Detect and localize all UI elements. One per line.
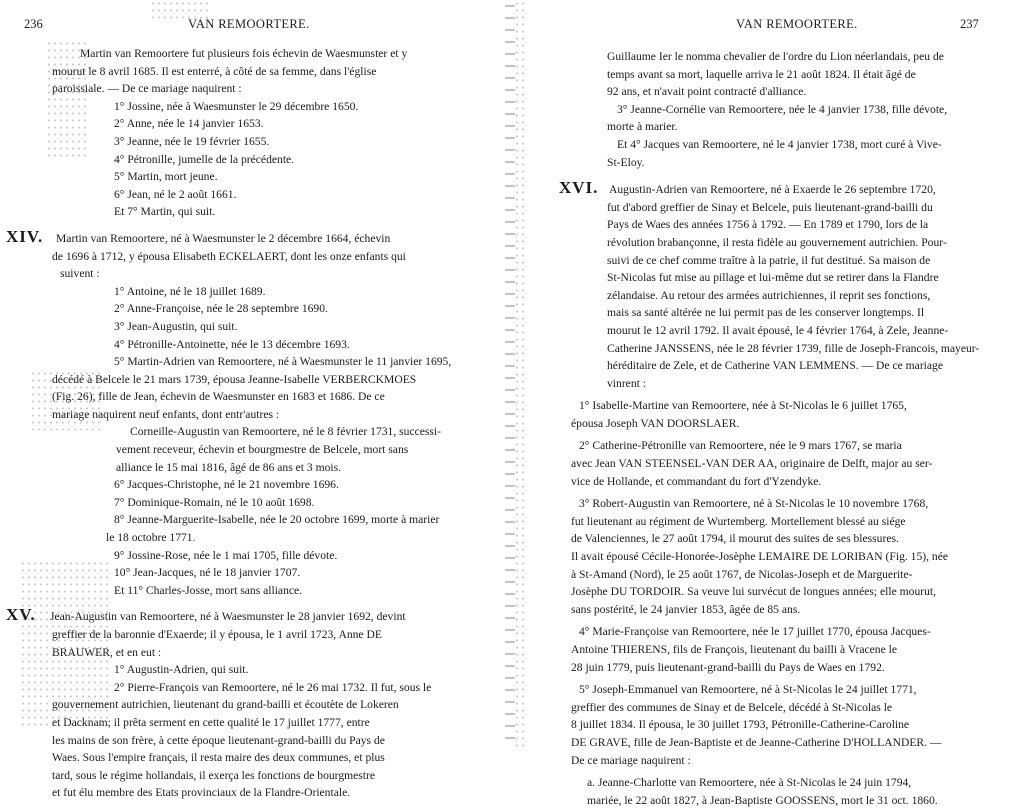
text-line: Josèphe DU TORDOIR. Sa veuve lui survécut de longues années; elle mourut, [571, 585, 937, 599]
scan-noise [30, 370, 100, 430]
child-entry: 5° Martin, mort jeune. [114, 170, 218, 184]
right-running-header: VAN REMOORTERE. [736, 17, 858, 31]
generation-numeral: XVI. [559, 178, 599, 198]
text-line: Antoine THIERENS, fils de François, lieutenant du bailli à Vracene le [571, 643, 897, 656]
text-line: paroissiale. — De ce mariage naquirent : [52, 82, 242, 96]
text-line: les mains de son frère, à cette époque lieutenant-grand-bailli du Pays de [52, 733, 385, 747]
text-line: Waes. Sous l'empire français, il resta maire des deux communes, et plus [52, 751, 385, 765]
text-line: mariée, le 22 août 1827, à Jean-Baptiste GOOSSENS, mort le 31 oct. 1860. [587, 793, 938, 807]
child-entry: 4° Pétronille, jumelle de la précédente. [114, 152, 295, 166]
child-entry: 1° Antoine, né le 18 juillet 1689. [114, 284, 266, 298]
text-line: De ce mariage naquirent : [571, 753, 691, 767]
child-entry: 6° Jean, né le 2 août 1661. [114, 187, 237, 201]
child-entry: 5° Martin-Adrien van Remoortere, né à Waesmunster le 11 janvier 1695, [114, 355, 452, 369]
text-line: épousa Joseph VAN DOORSLAER. [571, 416, 740, 430]
text-line: BRAUWER, et en eut : [52, 645, 162, 659]
text-line: 8 juillet 1834. Il épousa, le 30 juillet 1793, Pétronille-Catherine-Caroline [571, 718, 910, 732]
text-line: fut lieutenant au régiment de Wurtemberg. Mortellement blessé au siége [571, 514, 906, 528]
scan-noise [20, 560, 110, 730]
text-line: vinrent : [607, 376, 646, 390]
child-entry: 6° Jacques-Christophe, né le 21 novembre 1696. [114, 478, 339, 492]
text-line: Guillaume Ier le nomma chevalier de l'ordre du Lion néerlandais, peu de [607, 50, 944, 63]
child-entry: 8° Jeanne-Marguerite-Isabelle, née le 20 octobre 1699, morte à marier [114, 513, 440, 527]
child-entry: Et 7° Martin, qui suit. [114, 205, 216, 219]
text-line: St-Eloy. [607, 155, 645, 169]
text-line: décédé à Belcele le 21 mars 1739, épousa Jeanne-Isabelle VERBERCKMOES [52, 372, 417, 386]
text-line: Corneille-Augustin van Remoortere, né le 8 février 1731, successi- [130, 425, 442, 439]
right-page-number: 237 [960, 17, 979, 31]
right-page [514, 0, 1024, 807]
text-line: fut d'abord greffier de Sinay et Belcele, puis lieutenant-grand-bailli du [607, 200, 933, 214]
text-line: alliance le 15 mai 1816, âgé de 86 ans et 3 mois. [116, 460, 342, 474]
child-entry: a. Jeanne-Charlotte van Remoortere, née à St-Nicolas le 24 juin 1794, [587, 776, 912, 790]
text-line: sans postérité, le 24 janvier 1853, âgée de 85 ans. [571, 602, 801, 616]
child-entry: 2° Catherine-Pétronille van Remoortere, née le 9 mars 1767, se maria [579, 439, 902, 453]
child-entry: 7° Dominique-Romain, né le 10 août 1698. [114, 495, 315, 509]
scan-noise [514, 0, 528, 747]
text-line: vement receveur, échevin et bourgmestre de Belcele, mort sans [116, 443, 409, 457]
text-line: greffier des communes de Sinay et de Belcele, décédé à St-Nicolas le [571, 700, 893, 714]
child-entry: 3° Jean-Augustin, qui suit. [114, 319, 238, 333]
child-entry: 3° Jeanne, née le 19 février 1655. [114, 134, 270, 148]
text-line: révolution brabançonne, il resta fidèle au gouvernement autrichien. Pour- [607, 235, 947, 249]
child-entry: 2° Anne, née le 14 janvier 1653. [114, 117, 264, 131]
text-line: mais sa santé altérée ne lui permit pas de les conserver longtemps. Il [607, 306, 925, 320]
child-entry: 4° Pétronille-Antoinette, née le 13 décembre 1693. [114, 337, 350, 351]
child-entry: Et 4° Jacques van Remoortere, né le 4 janvier 1738, mort curé à Vive- [617, 137, 942, 151]
child-entry: 3° Robert-Augustin van Remoortere, né à St-Nicolas le 10 novembre 1768, [579, 497, 929, 511]
text-line: Augustin-Adrien van Remoortere, né à Exaerde le 26 septembre 1720, [609, 183, 936, 197]
text-line: DE GRAVE, fille de Jean-Baptiste et de Jeanne-Catherine D'HOLLANDER. — [571, 735, 942, 749]
text-line: (Fig. 26), fille de Jean, échevin de Waesmunster en 1683 et 1686. De ce [52, 390, 385, 404]
child-entry: 9° Jossine-Rose, née le 1 mai 1705, fille dévote. [114, 548, 338, 562]
text-line: à St-Amand (Nord), le 25 août 1767, de Nicolas-Joseph et de Marguerite- [571, 567, 913, 581]
generation-numeral: XIV. [6, 226, 44, 246]
text-line: 28 juin 1779, puis lieutenant-grand-bailli du Pays de Waes en 1792. [571, 660, 885, 674]
text-line: St-Nicolas fut mise au pillage et lui-même dut se retirer dans la Flandre [607, 271, 939, 285]
text-line: et fut élu membre des Etats provinciaux de la Flandre-Orientale. [52, 786, 351, 800]
text-line: le 18 octobre 1771. [106, 531, 196, 545]
child-entry: 1° Jossine, née à Waesmunster le 29 décembre 1650. [114, 99, 359, 113]
left-page-number: 236 [24, 17, 43, 31]
text-line: héréditaire de Zele, et de Catherine VAN LEMMENS. — De ce mariage [607, 359, 943, 373]
text-line: mourut le 12 avril 1792. Il avait épousé, le 4 février 1764, à Zele, Jeanne- [607, 323, 949, 337]
child-entry: Et 11° Charles-Josse, mort sans alliance. [114, 583, 303, 597]
child-entry: 10° Jean-Jacques, né le 18 janvier 1707. [114, 566, 301, 580]
child-entry: 4° Marie-Françoise van Remoortere, née le 17 juillet 1770, épousa Jacques- [579, 625, 931, 639]
text-line: Martin van Remoortere, né à Waesmunster le 2 décembre 1664, échevin [56, 231, 391, 245]
child-entry: 2° Pierre-François van Remoortere, né le 26 mai 1732. Il fut, sous le [114, 680, 432, 694]
text-line: mourut le 8 avril 1685. Il est enterré, à côté de sa femme, dans l'église [52, 64, 377, 78]
right-page-body [559, 48, 980, 809]
text-line: temps avant sa mort, laquelle arriva le 21 août 1824. Il était âgé de [607, 67, 916, 81]
text-line: de Valenciennes, le 27 août 1794, il mourut des suites de ses blessures. [571, 532, 899, 546]
child-entry: 1° Isabelle-Martine van Remoortere, née à St-Nicolas le 6 juillet 1765, [579, 399, 907, 413]
text-line: morte à marier. [607, 120, 678, 134]
text-line: Catherine JANSSENS, née le 28 février 1739, fille de Joseph-Francois, mayeur- [607, 341, 980, 355]
text-line: et Dacknam; il prêta serment en cette qualité le 17 juillet 1777, entre [52, 715, 370, 729]
generation-xvi [559, 179, 979, 199]
text-line: Il avait épousé Cécile-Honorée-Josèphe LEMAIRE DE LORIBAN (Fig. 15), née [571, 550, 949, 564]
child-entry: 3° Jeanne-Cornélie van Remoortere, née le 4 janvier 1738, fille dévote, [617, 102, 948, 116]
scan-noise [150, 0, 210, 20]
text-line: mariage naquirent neuf enfants, dont entr'autres : [52, 407, 280, 421]
left-running-header: VAN REMOORTERE. [188, 17, 310, 31]
child-entry: 5° Joseph-Emmanuel van Remoortere, né à St-Nicolas le 24 juillet 1771, [579, 683, 917, 697]
text-line: Martin van Remoortere fut plusieurs fois échevin de Waesmunster et y [80, 47, 408, 60]
left-page [0, 0, 510, 800]
text-line: suivent : [60, 267, 100, 281]
child-entry: 1° Augustin-Adrien, qui suit. [114, 663, 249, 677]
text-line: Pays de Waes des années 1756 à 1792. — En 1789 et 1790, lors de la [607, 218, 929, 232]
generation-numeral: XV. [6, 605, 36, 625]
generation-xiv [6, 228, 482, 248]
left-page-body [6, 45, 482, 802]
text-line: 92 ans, et n'avait point contracté d'alliance. [607, 85, 807, 99]
child-entry: 2° Anne-Françoise, née le 28 septembre 1690. [114, 302, 328, 316]
text-line: Jean-Augustin van Remoortere, né à Waesmunster le 28 janvier 1692, devint [50, 610, 406, 624]
text-line: avec Jean VAN STEENSEL-VAN DER AA, originaire de Delft, major au ser- [571, 457, 933, 471]
text-line: de 1696 à 1712, y épousa Elisabeth ECKELAERT, dont les onze enfants qui [52, 249, 406, 263]
text-line: zélandaise. Au retour des armées autrichiennes, il reprit ses fonctions, [607, 288, 931, 302]
scan-noise [46, 40, 86, 160]
text-line: vice de Hollande, et commandant du fort d'Yzendyke. [571, 474, 822, 488]
text-line: greffier de la baronnie d'Exaerde; il y épousa, le 1 avril 1723, Anne DE [52, 628, 382, 641]
text-line: tard, sous le régime hollandais, il exerça les fonctions de bourgmestre [52, 768, 376, 782]
text-line: suivi de ce chef comme traître à la patrie, il fut destitué. Sa maison de [607, 253, 931, 267]
text-line: gouvernement autrichien, lieutenant du grand-bailli et écoutète de Lokeren [52, 698, 399, 712]
